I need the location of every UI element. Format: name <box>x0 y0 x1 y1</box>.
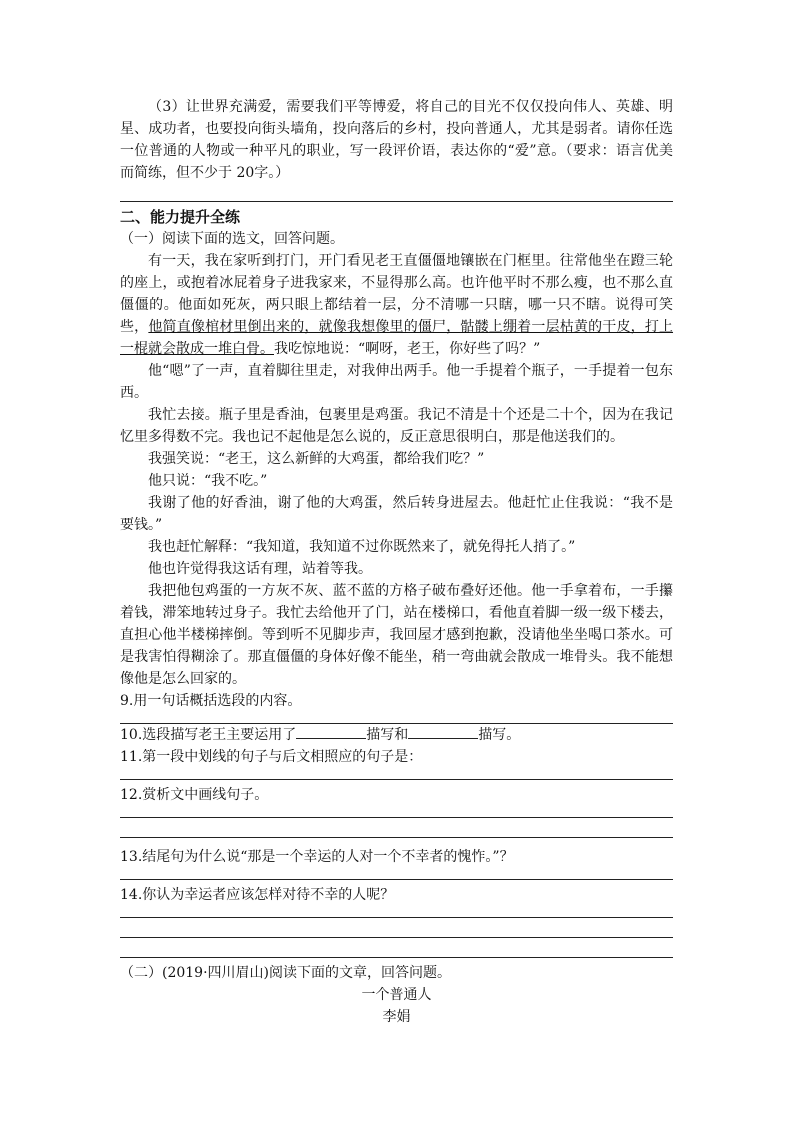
article-author: 李娟 <box>382 1009 411 1025</box>
question-10-text: 描写。 <box>478 727 521 743</box>
passage-paragraph-1 <box>120 250 673 360</box>
answer-line[interactable] <box>120 946 673 958</box>
part2-intro: （二）(2019·四川眉山)阅读下面的文章，回答问题。 <box>120 965 452 981</box>
document-page <box>120 96 673 1028</box>
answer-line[interactable] <box>120 190 673 202</box>
passage-paragraph-2: 他“嗯”了一声，直着脚往里走，对我伸出两手。他一手提着个瓶子，一手提着一包东西。 <box>120 363 673 401</box>
passage-text: 我吃惊地说：“啊呀，老王，你好些了吗？” <box>274 341 541 357</box>
question-11: 11.第一段中划线的句子与后文相照应的句子是： <box>120 749 423 765</box>
question-9: 9.用一句话概括选段的内容。 <box>120 693 302 709</box>
question-10-text: 10.选段描写老王主要运用了 <box>120 727 297 743</box>
question-14: 14.你认为幸运者应该怎样对待不幸的人呢？ <box>120 887 395 903</box>
passage-paragraph-8: 他也许觉得我这话有理，站着等我。 <box>148 561 372 577</box>
answer-line[interactable] <box>120 926 673 938</box>
question-12: 12.赏析文中画线句子。 <box>120 787 269 803</box>
answer-line[interactable] <box>120 806 673 818</box>
question-13: 13.结尾句为什么说“那是一个幸运的人对一个不幸者的愧怍。”？ <box>120 849 514 865</box>
answer-line[interactable] <box>120 826 673 838</box>
answer-line[interactable] <box>120 768 673 780</box>
passage-text: 有一天，我在家听到打门，开门看见老王直僵僵地镶嵌在门框里。往常他坐在蹬三轮的座上，或抱着冰屁着身子进我家来，不显得那么高。也许他平时不那么瘦，也不那么直僵僵的。他面如死灰，两只眼上都结着一层，分不清哪一只瞎，哪一只不瞎。说得可笑些， <box>120 253 673 335</box>
question-10-text: 描写和 <box>366 727 409 743</box>
passage-paragraph-5: 他只说：“我不吃。” <box>148 473 268 489</box>
answer-line[interactable] <box>120 712 673 724</box>
passage-paragraph-7: 我也赶忙解释：“我知道，我知道不过你既然来了，就免得托人捎了。” <box>148 539 576 555</box>
answer-line[interactable] <box>120 868 673 880</box>
article-title: 一个普通人 <box>361 987 432 1003</box>
question-3-text: （3）让世界充满爱，需要我们平等博爱，将自己的目光不仅仅投向伟人、英雄、明星、成功者，也要投向街头墙角，投向落后的乡村，投向普通人，尤其是弱者。请你任选一位普通的人物或一种平凡的职业，写一段评价语，表达你的“爱”意。（要求：语言优美而简练，但不少于 20字。） <box>120 99 673 181</box>
passage-paragraph-3: 我忙去接。瓶子里是香油，包裹里是鸡蛋。我记不清是十个还是二十个，因为在我记忆里多得数不完。我也记不起他是怎么说的，反正意思很明白，那是他送我们的。 <box>120 407 673 445</box>
passage-paragraph-9: 我把他包鸡蛋的一方灰不灰、蓝不蓝的方格子破布叠好还他。他一手拿着布，一手攥着钱，滞笨地转过身子。我忙去给他开了门，站在楼梯口，看他直着脚一级一级下楼去，直担心他半楼梯摔倒。等到听不见脚步声，我回屋才感到抱歉，没请他坐坐喝口茶水。可是我害怕得糊涂了。那直僵僵的身体好像不能坐，稍一弯曲就会散成一堆骨头。我不能想像他是怎么回家的。 <box>120 583 673 687</box>
fill-blank[interactable] <box>408 724 478 739</box>
answer-line[interactable] <box>120 906 673 918</box>
fill-blank[interactable] <box>296 724 366 739</box>
passage-paragraph-6: 我谢了他的好香油，谢了他的大鸡蛋，然后转身进屋去。他赶忙止住我说：“我不是要钱。” <box>120 495 673 533</box>
underlined-sentence: 他简直像棺材里倒出来的，就像我想像里的僵尸，骷髅上绷着一层枯黄的干皮，打上一棍就会散成一堆白骨。 <box>120 319 674 357</box>
question-10 <box>120 724 673 746</box>
passage-paragraph-4: 我强笑说：“老王，这么新鲜的大鸡蛋，都给我们吃？” <box>148 451 485 467</box>
part1-intro: （一）阅读下面的选文，回答问题。 <box>120 231 344 247</box>
section-title: 二、能力提升全练 <box>120 208 241 226</box>
